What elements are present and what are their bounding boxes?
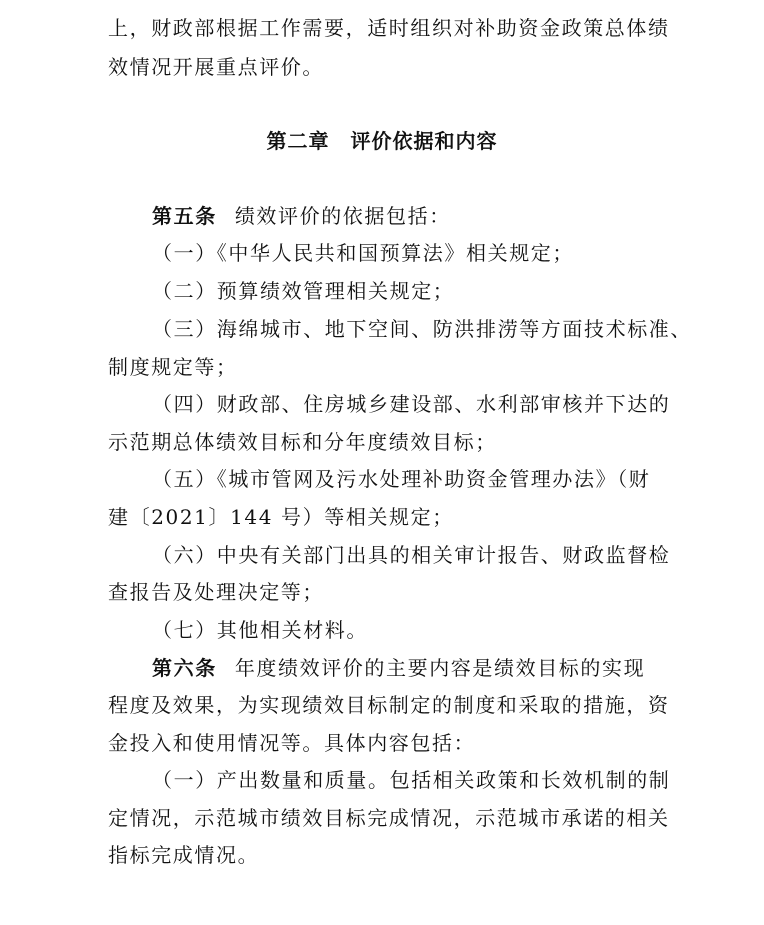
article5-item-3: （三）海绵城市、地下空间、防洪排涝等方面技术标准、 (152, 317, 692, 341)
article6-item-1: （一）产出数量和质量。包括相关政策和长效机制的制 (152, 768, 671, 792)
article5-item-4: （四）财政部、住房城乡建设部、水利部审核并下达的 (152, 392, 671, 416)
article6-label: 第六条 (152, 656, 217, 680)
article5-item-1: （一）《中华人民共和国预算法》相关规定； (152, 241, 574, 265)
article5-item-6: （六）中央有关部门出具的相关审计报告、财政监督检 (152, 543, 671, 567)
article6-first-line (152, 655, 645, 681)
article6-line-2: 程度及效果，为实现绩效目标制定的制度和采取的措施，资 (108, 693, 670, 717)
article5-item-7: （七）其他相关材料。 (152, 618, 368, 642)
article5-item-5: （五）《城市管网及污水处理补助资金管理办法》（财 (152, 467, 651, 491)
article5-item-2: （二）预算绩效管理相关规定； (152, 279, 455, 303)
article6-item-1-cont: 定情况，示范城市绩效目标完成情况，示范城市承诺的相关 (108, 806, 670, 830)
chapter-heading: 第二章 评价依据和内容 (266, 129, 498, 153)
article5-first-line (152, 203, 451, 229)
article5-item-4-cont: 示范期总体绩效目标和分年度绩效目标； (108, 430, 497, 454)
article5-label: 第五条 (152, 204, 217, 228)
article5-item-3-cont: 制度规定等； (108, 355, 238, 379)
intro-line-2: 效情况开展重点评价。 (108, 55, 324, 79)
article5-item-5-cont: 建〔2021〕144 号）等相关规定； (108, 505, 454, 529)
article6-line-3: 金投入和使用情况等。具体内容包括： (108, 731, 476, 755)
article6-item-1-end: 指标完成情况。 (108, 843, 260, 867)
article5-item-6-cont: 查报告及处理决定等； (108, 580, 324, 604)
intro-line-1: 上，财政部根据工作需要，适时组织对补助资金政策总体绩 (108, 16, 670, 40)
article5-lead: 绩效评价的依据包括： (234, 204, 451, 228)
article6-lead: 年度绩效评价的主要内容是绩效目标的实现 (234, 656, 646, 680)
